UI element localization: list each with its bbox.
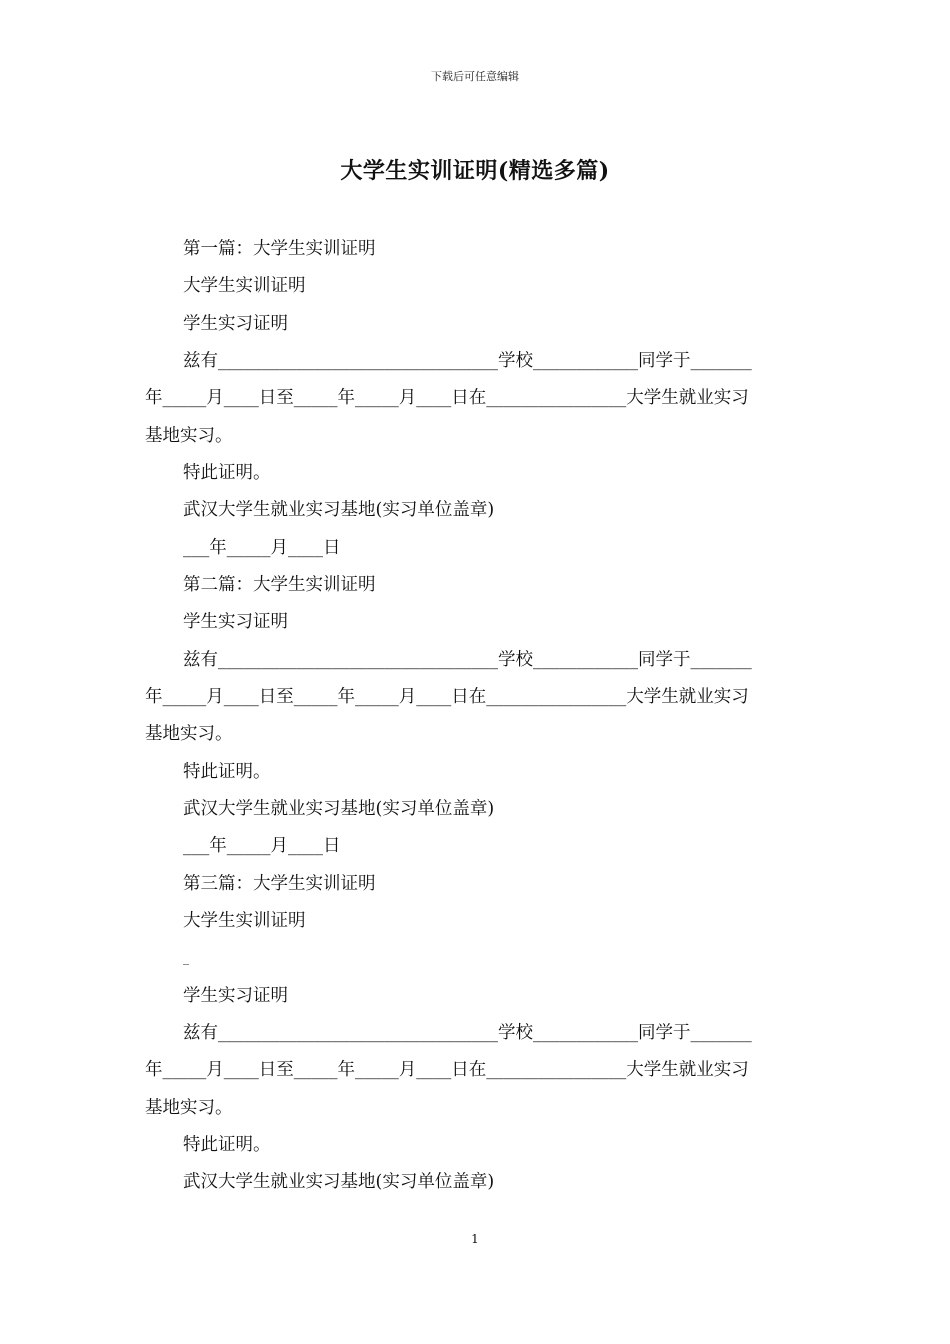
paragraph: 基地实习。: [145, 1098, 233, 1118]
paragraph: 大学生实训证明: [183, 911, 306, 931]
section-heading-1: 第一篇：大学生实训证明: [183, 239, 376, 259]
section-heading-3: 第三篇：大学生实训证明: [183, 874, 376, 894]
paragraph: 特此证明。: [183, 463, 271, 483]
paragraph: 兹有________________________________学校____________同学于_______: [183, 351, 752, 371]
document-title: 大学生实训证明(精选多篇): [340, 158, 610, 184]
paragraph: 学生实习证明: [183, 612, 288, 632]
paragraph: 学生实习证明: [183, 314, 288, 334]
paragraph: 兹有________________________________学校____________同学于_______: [183, 650, 752, 670]
paragraph: 大学生实训证明: [183, 276, 306, 296]
paragraph: 年_____月____日至_____年_____月____日在________________大学生就业实习: [145, 687, 749, 707]
paragraph: 年_____月____日至_____年_____月____日在________________大学生就业实习: [145, 388, 749, 408]
paragraph: 武汉大学生就业实习基地(实习单位盖章): [183, 500, 495, 520]
paragraph: _: [183, 951, 189, 965]
paragraph: 兹有________________________________学校____________同学于_______: [183, 1023, 752, 1043]
section-heading-2: 第二篇：大学生实训证明: [183, 575, 376, 595]
paragraph: 特此证明。: [183, 762, 271, 782]
paragraph: 学生实习证明: [183, 986, 288, 1006]
paragraph: 基地实习。: [145, 724, 233, 744]
page-number: 1: [471, 1232, 479, 1246]
page-header: 下载后可任意编辑: [431, 70, 519, 83]
paragraph: 武汉大学生就业实习基地(实习单位盖章): [183, 1172, 495, 1192]
date-line: ___年_____月____日: [183, 836, 341, 856]
paragraph: 年_____月____日至_____年_____月____日在________________大学生就业实习: [145, 1060, 749, 1080]
paragraph: 武汉大学生就业实习基地(实习单位盖章): [183, 799, 495, 819]
paragraph: 特此证明。: [183, 1135, 271, 1155]
date-line: ___年_____月____日: [183, 538, 341, 558]
paragraph: 基地实习。: [145, 426, 233, 446]
